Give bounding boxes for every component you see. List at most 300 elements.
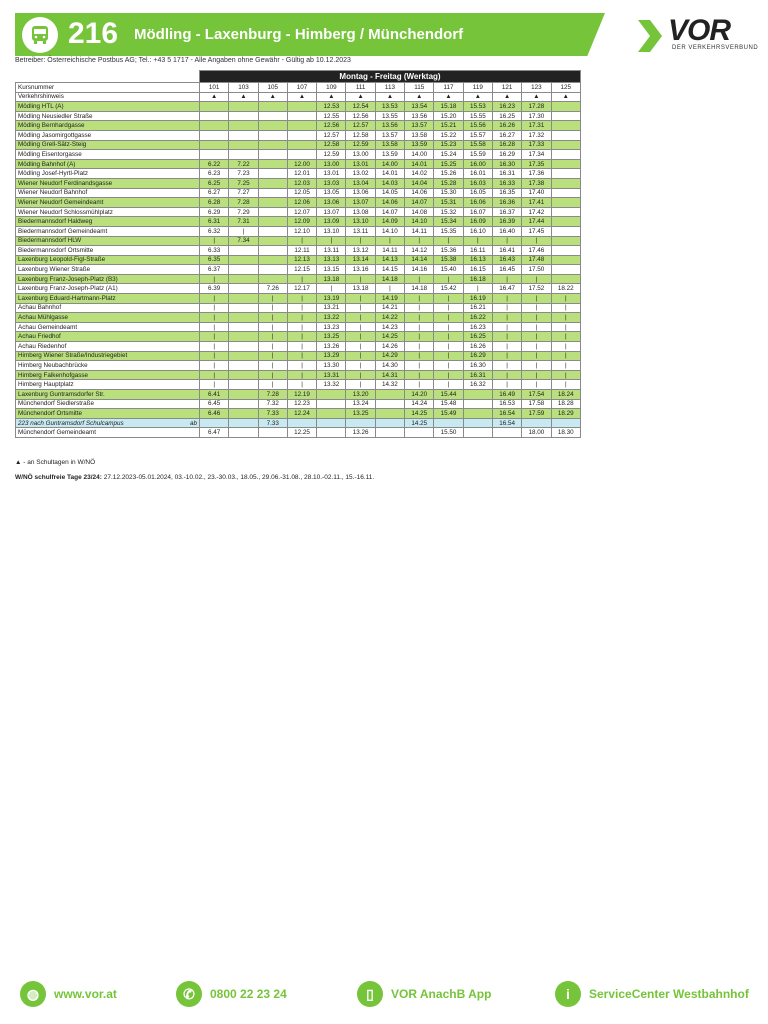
stop-name [16, 409, 200, 419]
departure-time [258, 217, 287, 227]
departure-time: | [258, 380, 287, 390]
departure-time: | [287, 236, 316, 246]
departure-time: | [200, 274, 229, 284]
departure-time [229, 351, 258, 361]
departure-time: 7.32 [258, 399, 287, 409]
table-row [16, 294, 581, 304]
school-holidays-label: W/NÖ schulfreie Tage 23/24: [15, 474, 102, 481]
departure-time: 17.48 [522, 255, 551, 265]
stop-name-text: Laxenburg Wiener Straße [18, 266, 91, 274]
departure-time [375, 428, 404, 438]
table-row [16, 140, 581, 150]
departure-time [317, 428, 346, 438]
run-number: 109 [317, 83, 346, 93]
departure-time: | [405, 236, 434, 246]
departure-time: 17.46 [522, 246, 551, 256]
table-row [16, 207, 581, 217]
stop-name [16, 380, 200, 390]
departure-time: 15.21 [434, 121, 463, 131]
departure-time: | [405, 303, 434, 313]
departure-time: 16.37 [492, 207, 521, 217]
stop-name-text: Wiener Neudorf Schlossmühlplatz [18, 208, 113, 216]
departure-time: | [346, 313, 375, 323]
departure-time: | [258, 294, 287, 304]
stop-name [16, 274, 200, 284]
table-row [16, 370, 581, 380]
departure-time: | [434, 380, 463, 390]
stop-name [16, 351, 200, 361]
table-row [16, 303, 581, 313]
departure-time: | [551, 380, 580, 390]
table-row [16, 246, 581, 256]
departure-time: | [492, 380, 521, 390]
departure-time [229, 380, 258, 390]
school-day-marker: ▲ [200, 92, 229, 102]
departure-time: 15.26 [434, 169, 463, 179]
table-row [16, 226, 581, 236]
departure-time: 13.01 [317, 169, 346, 179]
table-row [16, 150, 581, 160]
stop-name [16, 102, 200, 112]
departure-time: 17.54 [522, 390, 551, 400]
departure-time: 16.30 [492, 159, 521, 169]
departure-time: | [258, 361, 287, 371]
departure-time: 16.49 [492, 390, 521, 400]
stop-name-text: Himberg Wiener Straße/Industriegebiet [18, 352, 128, 360]
departure-time [258, 246, 287, 256]
departure-time: 13.30 [317, 361, 346, 371]
departure-time: 16.26 [463, 342, 492, 352]
departure-time [463, 409, 492, 419]
departure-time [551, 246, 580, 256]
departure-time: 12.17 [287, 284, 316, 294]
departure-time: 13.10 [346, 217, 375, 227]
departure-time: 14.29 [375, 351, 404, 361]
departure-time: 7.26 [258, 284, 287, 294]
stop-name [16, 188, 200, 198]
stop-name-text: Wiener Neudorf Gemeindeamt [18, 198, 104, 206]
departure-time: | [258, 303, 287, 313]
departure-time: | [522, 274, 551, 284]
departure-time [229, 390, 258, 400]
departure-time: 16.43 [492, 255, 521, 265]
stop-name [16, 255, 200, 265]
table-row [16, 428, 581, 438]
stop-name [16, 236, 200, 246]
departure-time: 12.24 [287, 409, 316, 419]
operator-info: Betreiber: Österreichische Postbus AG; Tel.: +43 5 1717 - Alle Angaben ohne Gewähr - Gültig ab 10.12.2023 [15, 57, 351, 64]
stop-name-text: Laxenburg Guntramsdorfer Str. [18, 390, 105, 398]
departure-time: 17.50 [522, 265, 551, 275]
departure-time: 12.25 [287, 428, 316, 438]
table-row [16, 351, 581, 361]
departure-time: 16.10 [463, 226, 492, 236]
school-day-marker: ▲ [258, 92, 287, 102]
departure-time: 14.14 [405, 255, 434, 265]
departure-time: 17.41 [522, 198, 551, 208]
departure-time [229, 265, 258, 275]
stop-name-text: Mödling HTL (A) [18, 102, 64, 110]
departure-time: 16.40 [492, 226, 521, 236]
departure-time: 12.07 [287, 207, 316, 217]
departure-time: | [492, 342, 521, 352]
departure-time: 15.31 [434, 198, 463, 208]
departure-time [551, 140, 580, 150]
departure-time: | [522, 361, 551, 371]
departure-time [287, 121, 316, 131]
run-number: 115 [405, 83, 434, 93]
departure-time: | [405, 322, 434, 332]
departure-time: 12.53 [317, 102, 346, 112]
departure-time: 15.38 [434, 255, 463, 265]
departure-time: 16.28 [492, 140, 521, 150]
run-number: 101 [200, 83, 229, 93]
departure-time: 15.35 [434, 226, 463, 236]
departure-time: | [200, 361, 229, 371]
departure-time: 12.03 [287, 178, 316, 188]
table-row [16, 159, 581, 169]
stop-name [16, 226, 200, 236]
departure-time: 13.20 [346, 390, 375, 400]
departure-time: 12.00 [287, 159, 316, 169]
departure-time: 13.21 [317, 303, 346, 313]
departure-time [200, 121, 229, 131]
table-row [16, 236, 581, 246]
departure-time: | [434, 370, 463, 380]
departure-time: 6.23 [200, 169, 229, 179]
departure-time [551, 418, 580, 428]
departure-time: 13.29 [317, 351, 346, 361]
school-day-marker: ▲ [434, 92, 463, 102]
departure-time: 6.35 [200, 255, 229, 265]
departure-time: 16.11 [463, 246, 492, 256]
web-link-label: www.vor.at [54, 987, 117, 1001]
school-day-marker: ▲ [375, 92, 404, 102]
departure-time: 13.22 [317, 313, 346, 323]
departure-time [551, 111, 580, 121]
stop-name-text: Biedermannsdorf HLW [18, 237, 82, 245]
departure-time: 13.59 [375, 150, 404, 160]
departure-time: 12.06 [287, 198, 316, 208]
departure-time: | [200, 332, 229, 342]
departure-time [551, 121, 580, 131]
phone-link-label: 0800 22 23 24 [210, 987, 287, 1001]
phone-link[interactable] [176, 980, 287, 1008]
departure-time: 13.56 [405, 111, 434, 121]
departure-time: 16.06 [463, 198, 492, 208]
departure-time: 15.48 [434, 399, 463, 409]
departure-time: | [375, 284, 404, 294]
globe-icon: ◍ [20, 981, 46, 1007]
departure-time: 14.12 [405, 246, 434, 256]
departure-time: 16.01 [463, 169, 492, 179]
table-row [16, 322, 581, 332]
stop-name [16, 169, 200, 179]
departure-time: | [258, 313, 287, 323]
stop-name [16, 198, 200, 208]
stop-name-text: Wiener Neudorf Ferdinandsgasse [18, 179, 113, 187]
departure-time: | [405, 370, 434, 380]
departure-time: 7.33 [258, 418, 287, 428]
departure-time: 14.25 [405, 409, 434, 419]
departure-time [258, 140, 287, 150]
stop-name [16, 294, 200, 304]
departure-time: 14.15 [375, 265, 404, 275]
stop-name [16, 303, 200, 313]
departure-time [229, 361, 258, 371]
table-row [16, 409, 581, 419]
departure-time [551, 159, 580, 169]
departure-time: 17.38 [522, 178, 551, 188]
departure-time: | [551, 322, 580, 332]
departure-time: 16.30 [463, 361, 492, 371]
departure-time: 16.53 [492, 399, 521, 409]
table-row [16, 284, 581, 294]
departure-time: 7.25 [229, 178, 258, 188]
route-title: Mödling - Laxenburg - Himberg / Münchendorf [134, 26, 464, 43]
departure-time [317, 390, 346, 400]
departure-time: 13.58 [375, 140, 404, 150]
departure-time [463, 428, 492, 438]
departure-time [229, 370, 258, 380]
school-day-marker: ▲ [522, 92, 551, 102]
departure-time: 15.56 [463, 121, 492, 131]
departure-time: 14.02 [405, 169, 434, 179]
departure-time: 12.05 [287, 188, 316, 198]
departure-time: 6.29 [200, 207, 229, 217]
departure-time: 14.10 [405, 217, 434, 227]
table-row [16, 111, 581, 121]
kurs-label: Kursnummer [16, 83, 200, 93]
departure-time [258, 226, 287, 236]
departure-time: | [522, 332, 551, 342]
departure-time: 16.22 [463, 313, 492, 323]
departure-time: | [434, 361, 463, 371]
departure-time: 13.57 [405, 121, 434, 131]
departure-time [551, 274, 580, 284]
departure-time: 13.12 [346, 246, 375, 256]
departure-time [229, 130, 258, 140]
departure-time: 15.32 [434, 207, 463, 217]
departure-time: 14.00 [375, 159, 404, 169]
departure-time: 14.04 [405, 178, 434, 188]
stop-name-text: Münchendorf Ortsmitte [18, 409, 83, 417]
run-number: 113 [375, 83, 404, 93]
departure-time: 13.25 [317, 332, 346, 342]
departure-time: 14.32 [375, 380, 404, 390]
departure-time: | [287, 342, 316, 352]
departure-time: 13.16 [346, 265, 375, 275]
departure-time: 13.26 [346, 428, 375, 438]
departure-time [229, 274, 258, 284]
departure-time: 15.55 [463, 111, 492, 121]
departure-time: 13.25 [346, 409, 375, 419]
departure-time: | [405, 361, 434, 371]
stop-name [16, 361, 200, 371]
departure-time: | [200, 236, 229, 246]
departure-time [287, 140, 316, 150]
departure-time: 12.55 [317, 111, 346, 121]
departure-time: 15.44 [434, 390, 463, 400]
departure-time: 12.59 [346, 140, 375, 150]
departure-time: | [258, 342, 287, 352]
stop-name [16, 140, 200, 150]
departure-time: 16.13 [463, 255, 492, 265]
stop-name [16, 150, 200, 160]
departure-time: | [346, 380, 375, 390]
departure-time: 15.20 [434, 111, 463, 121]
departure-time: | [346, 303, 375, 313]
table-row [16, 390, 581, 400]
departure-time [258, 428, 287, 438]
departure-time: 6.37 [200, 265, 229, 275]
departure-time [551, 226, 580, 236]
departure-time: 17.45 [522, 226, 551, 236]
departure-time: 16.29 [463, 351, 492, 361]
departure-time: 17.30 [522, 111, 551, 121]
stop-name-text: Mödling Josef-Hyrtl-Platz [18, 170, 88, 178]
stop-name [16, 399, 200, 409]
table-row [16, 361, 581, 371]
departure-time: | [551, 294, 580, 304]
departure-time: 7.28 [229, 198, 258, 208]
phone-icon: ✆ [176, 981, 202, 1007]
departure-time: | [317, 236, 346, 246]
departure-time: 15.34 [434, 217, 463, 227]
stop-name [16, 418, 200, 428]
departure-time: 15.57 [463, 130, 492, 140]
departure-time: 12.57 [317, 130, 346, 140]
stop-name [16, 130, 200, 140]
departure-time: | [200, 351, 229, 361]
school-holidays-note [15, 474, 374, 481]
departure-time: 6.22 [200, 159, 229, 169]
departure-time: | [287, 380, 316, 390]
departure-time: 7.34 [229, 236, 258, 246]
departure-time: 13.15 [317, 265, 346, 275]
departure-time: | [463, 284, 492, 294]
departure-time: 6.47 [200, 428, 229, 438]
departure-time: 16.35 [492, 188, 521, 198]
header-spacer [16, 71, 200, 83]
departure-time [229, 322, 258, 332]
departure-time: 13.02 [346, 169, 375, 179]
departure-time: 12.19 [287, 390, 316, 400]
departure-time [551, 178, 580, 188]
departure-time [229, 255, 258, 265]
departure-time: 12.15 [287, 265, 316, 275]
departure-time: 15.28 [434, 178, 463, 188]
stop-name [16, 217, 200, 227]
departure-time [200, 102, 229, 112]
departure-time: 14.16 [405, 265, 434, 275]
departure-time: 16.23 [463, 322, 492, 332]
departure-time: 17.31 [522, 121, 551, 131]
departure-time: | [551, 370, 580, 380]
departure-time: 16.41 [492, 246, 521, 256]
departure-time: 6.25 [200, 178, 229, 188]
departure-time: | [492, 303, 521, 313]
departure-time: 12.54 [346, 102, 375, 112]
departure-time: 6.32 [200, 226, 229, 236]
departure-time: 13.06 [317, 198, 346, 208]
departure-time: 13.58 [405, 130, 434, 140]
departure-time: 14.11 [405, 226, 434, 236]
stop-name [16, 265, 200, 275]
hinweis-label: Verkehrshinweis [16, 92, 200, 102]
stop-name-text: Mödling Eisentorgasse [18, 150, 82, 158]
departure-time: 16.03 [463, 178, 492, 188]
departure-time: 15.40 [434, 265, 463, 275]
departure-time: 12.58 [317, 140, 346, 150]
departure-time: 17.36 [522, 169, 551, 179]
stop-name [16, 342, 200, 352]
departure-time [229, 332, 258, 342]
service-link[interactable] [555, 980, 749, 1008]
departure-time: 16.26 [492, 121, 521, 131]
school-day-marker: ▲ [551, 92, 580, 102]
departure-time: 16.09 [463, 217, 492, 227]
departure-time: 14.20 [405, 390, 434, 400]
departure-time: | [258, 332, 287, 342]
departure-time [375, 418, 404, 428]
departure-time: 16.05 [463, 188, 492, 198]
departure-time [229, 284, 258, 294]
departure-time: 14.07 [405, 198, 434, 208]
departure-time [229, 428, 258, 438]
departure-time: 16.00 [463, 159, 492, 169]
departure-time: | [492, 322, 521, 332]
departure-time [229, 111, 258, 121]
departure-time: | [492, 370, 521, 380]
stop-name-text: Achau Riedenhof [18, 342, 67, 350]
run-number: 121 [492, 83, 521, 93]
departure-time: 16.21 [463, 303, 492, 313]
departure-time [287, 418, 316, 428]
departure-time: | [287, 294, 316, 304]
departure-time: 13.31 [317, 370, 346, 380]
school-day-marker: ▲ [287, 92, 316, 102]
stop-name-text: Biedermannsdorf Haldweg [18, 218, 93, 226]
departure-time [258, 265, 287, 275]
departure-time: 16.25 [492, 111, 521, 121]
app-link[interactable] [357, 980, 491, 1008]
web-link[interactable] [20, 980, 117, 1008]
stop-name-text: Laxenburg Franz-Joseph-Platz (A1) [18, 285, 118, 293]
departure-time [375, 409, 404, 419]
stop-name-text: Achau Mühlgasse [18, 314, 69, 322]
departure-time: 12.58 [346, 130, 375, 140]
departure-time [229, 121, 258, 131]
departure-time: 18.00 [522, 428, 551, 438]
departure-time [551, 188, 580, 198]
departure-time: | [405, 351, 434, 361]
departure-time [258, 130, 287, 140]
departure-time: | [287, 351, 316, 361]
departure-time: 13.23 [317, 322, 346, 332]
departure-time: | [434, 342, 463, 352]
departure-time: 16.07 [463, 207, 492, 217]
departure-time: | [551, 332, 580, 342]
departure-time: 13.18 [346, 284, 375, 294]
departure-time [229, 246, 258, 256]
departure-time [229, 140, 258, 150]
stop-name [16, 332, 200, 342]
departure-time: | [258, 322, 287, 332]
table-row [16, 130, 581, 140]
departure-time: 14.08 [405, 207, 434, 217]
stop-name-text: Himberg Falkenhofgasse [18, 371, 89, 379]
